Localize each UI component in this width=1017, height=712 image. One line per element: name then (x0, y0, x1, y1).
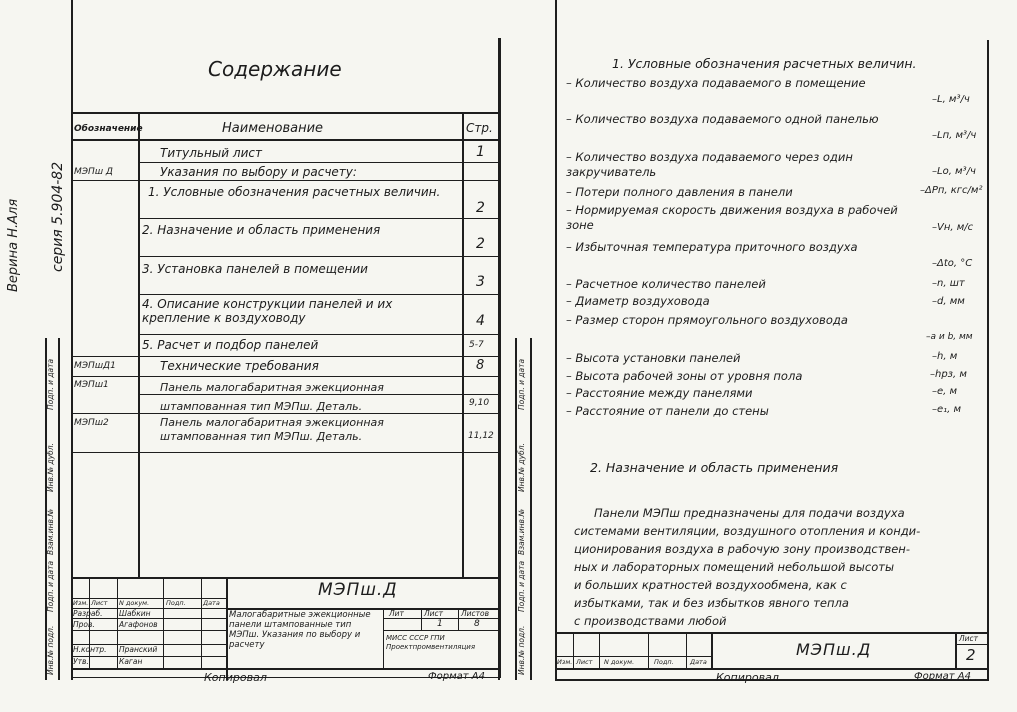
list-item-symbol: –e₁, м (932, 404, 962, 415)
list-item-symbol: –d, мм (932, 296, 965, 307)
row-requirements: Технические требования (160, 359, 319, 373)
list-item: – Диаметр воздуховода (566, 294, 710, 308)
paragraph-line: и больших кратностей воздухообмена, как с (574, 578, 847, 592)
stamp-col-head: N докум. (119, 599, 150, 607)
row-page: 11,12 (468, 431, 494, 441)
list-item: – Высота установки панелей (566, 351, 741, 365)
header-page: Стр. (466, 121, 493, 135)
row-symbols: 1. Условные обозначения расчетных величин. (148, 185, 441, 199)
stamp-col-head: Изм. (557, 658, 573, 666)
list-item: – Количество воздуха подаваемого в помещение (566, 76, 866, 90)
row-code: МЭПш1 (74, 380, 109, 390)
stamp-col-head: Лист (576, 658, 593, 666)
row-page: 9,10 (469, 398, 490, 408)
list-item-symbol: –a и b, мм (926, 332, 973, 342)
list-item-symbol: –Lп, м³/ч (932, 130, 977, 141)
stamp-code: МЭПш.Д (796, 640, 872, 659)
list-item: – Нормируемая скорость движения воздуха в рабочей зоне (566, 203, 898, 232)
stamp-sheet-head: Лист (959, 634, 979, 643)
stamp-inv-podl: Инв.№ подл. (46, 625, 55, 675)
stamp-col-head: N докум. (604, 658, 635, 666)
row-page: 2 (476, 236, 485, 252)
stamp-col-head: Дата (690, 658, 707, 666)
stamp-role: Разраб. (73, 609, 103, 618)
format-label: Формат А4 (428, 671, 485, 682)
stamp-sign-date: Подп. и дата (517, 560, 526, 612)
list-item-symbol: –hрз, м (930, 369, 967, 380)
stamp-inv-podl: Инв.№ подл. (517, 625, 526, 675)
row-installation: 3. Установка панелей в помещении (142, 262, 368, 276)
list-item-symbol: –ΔPп, кгс/м² (920, 185, 983, 196)
stamp-col-head: Подп. (166, 599, 186, 607)
stamp-sheets-head: Листов (461, 609, 490, 618)
author-signature: Верина Н.Аля (6, 198, 21, 292)
row-page: 4 (476, 313, 485, 329)
row-code: МЭПш Д (74, 167, 113, 177)
stamp-sheets: 8 (474, 619, 480, 629)
stamp-dubl: Инв.№ дубл. (517, 443, 526, 492)
paragraph-line: системами вентиляции, воздушного отопления и конди- (574, 524, 921, 538)
paragraph-line: избытками, так и без избытков явного тепла (574, 596, 849, 610)
list-item: – Количество воздуха подаваемого через один закручиватель (566, 150, 853, 179)
list-item-symbol: –e, м (932, 386, 958, 397)
stamp-code: МЭПш.Д (318, 580, 398, 600)
stamp-sign-date-2: Подп. и дата (46, 358, 55, 410)
list-item-symbol: –n, шт (932, 278, 965, 289)
row-purpose: 2. Назначение и область применения (142, 223, 381, 237)
list-item: – Расчетное количество панелей (566, 277, 766, 291)
stamp-name: Шабкин (119, 609, 151, 618)
section-1-title: 1. Условные обозначения расчетных величин. (612, 56, 917, 71)
list-item: – Потери полного давления в панели (566, 185, 793, 199)
row-page: 3 (476, 274, 485, 290)
paragraph-line: ных и лабораторных помещений небольшой высоты (574, 560, 895, 574)
list-item-symbol: –Δtо, °С (932, 258, 973, 269)
stamp-name: Агафонов (119, 620, 158, 629)
row-title-sheet: Титульный лист (160, 146, 262, 160)
row-construction: 4. Описание конструкции панелей и их крепление к воздуховоду (142, 297, 393, 325)
format-label: Формат А4 (914, 671, 971, 682)
paragraph-line: ционирования воздуха в рабочую зону производствен- (574, 542, 910, 556)
copied-by: Копировал (716, 671, 779, 684)
list-item: – Расстояние между панелями (566, 386, 753, 400)
section-2-title: 2. Назначение и область применения (590, 460, 839, 475)
row-page: 5-7 (469, 340, 484, 350)
list-item: – Расстояние от панели до стены (566, 404, 769, 418)
stamp-vzam: Взам.инв.№ (46, 508, 55, 555)
stamp-name: Каган (119, 657, 143, 666)
stamp-col-head: Дата (203, 599, 220, 607)
stamp-col-head: Подп. (654, 658, 674, 666)
paragraph-line: с производствами любой (574, 614, 727, 628)
stamp-col-head: Изм. (73, 599, 89, 607)
list-item-symbol: –h, м (932, 351, 958, 362)
stamp-lit-head: Лит (389, 609, 404, 618)
stamp-sign-date-2: Подп. и дата (517, 358, 526, 410)
row-panel-2: Панель малогабаритная эжекционная штампованная тип МЭПш. Деталь. (160, 416, 384, 443)
stamp-org: МИСС СССР ГПИ Проектпромвентиляция (386, 634, 476, 651)
stamp-role: Н.контр. (73, 645, 107, 654)
stamp-sheet: 1 (437, 619, 443, 629)
row-code: МЭПш2 (74, 418, 109, 428)
stamp-sheet-head: Лист (424, 609, 444, 618)
paragraph-line: Панели МЭПш предназначены для подачи воздуха (594, 506, 905, 520)
stamp-description: Малогабаритные эжекционные панели штампованные тип МЭПш. Указания по выбору и расчету (229, 610, 371, 650)
stamp-col-head: Лист (91, 599, 108, 607)
row-page: 2 (476, 200, 485, 216)
stamp-sheet-no: 2 (966, 646, 976, 664)
stamp-name: Пранский (119, 645, 158, 654)
list-item-symbol: –L, м³/ч (932, 94, 970, 105)
row-panel-1: Панель малогабаритная эжекционная штампованная тип МЭПш. Деталь. (160, 381, 384, 413)
list-item: – Количество воздуха подаваемого одной панелью (566, 112, 879, 126)
list-item-symbol: –Lо, м³/ч (932, 166, 976, 177)
stamp-role: Пров. (73, 620, 95, 629)
row-page: 8 (476, 358, 485, 373)
header-name: Наименование (222, 121, 324, 136)
row-calculation: 5. Расчет и подбор панелей (142, 338, 319, 352)
header-code: Обозначение (74, 124, 143, 134)
list-item: – Размер сторон прямоугольного воздуховода (566, 313, 848, 327)
row-code: МЭПшД1 (74, 361, 116, 371)
series-label: серия 5.904-82 (50, 161, 66, 272)
copied-by: Копировал (204, 671, 267, 684)
row-page: 1 (476, 144, 485, 160)
stamp-sign-date: Подп. и дата (46, 560, 55, 612)
stamp-vzam: Взам.инв.№ (517, 508, 526, 555)
stamp-dubl: Инв.№ дубл. (46, 443, 55, 492)
list-item: – Избыточная температура приточного воздуха (566, 240, 858, 254)
list-item: – Высота рабочей зоны от уровня пола (566, 369, 803, 383)
row-instructions: Указания по выбору и расчету: (160, 165, 357, 179)
contents-title: Содержание (208, 57, 342, 81)
stamp-role: Утв. (73, 657, 89, 666)
list-item-symbol: –Vн, м/с (932, 222, 974, 233)
